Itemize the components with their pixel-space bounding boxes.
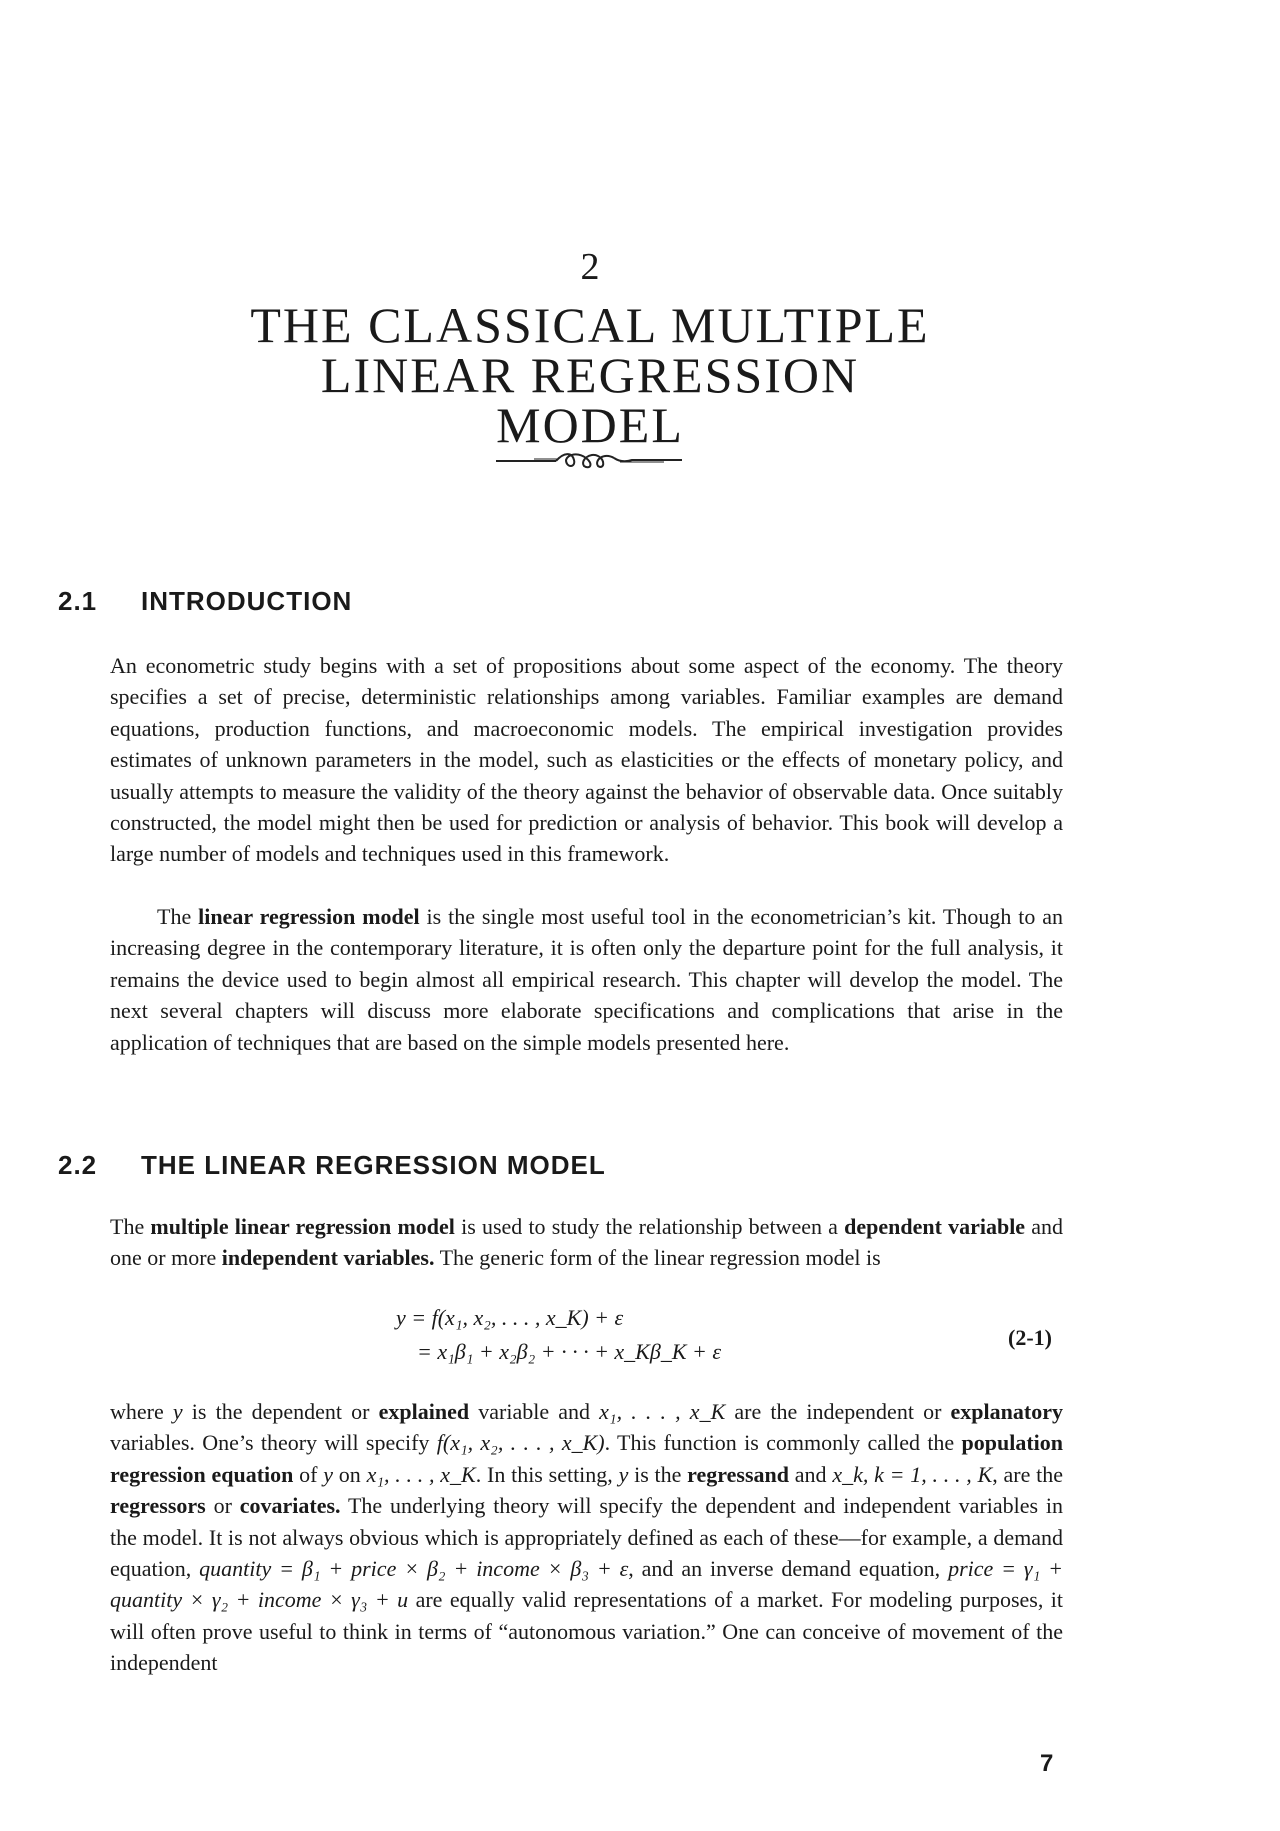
intro-paragraph-1: An econometric study begins with a set of propositions about some aspect of the economy. The theory specifies a set of precise, deterministic relationships among variables. Familiar examples are demand equations, production functions, and macroeconomic models. The empirical investigation provides estimates of unknown parameters in the model, such as elasticities or the effects of monetary policy, and usually attempts to measure the validity of the theory against the behavior of observable data. Once suitably constructed, the model might then be used for prediction or analysis of behavior. This book will develop a large number of models and techniques used in this framework. bbox=[110, 653, 1063, 867]
lrm-paragraph-1: The multiple linear regression model is used to study the relationship between a dependent variable and one or more independent variables. The generic form of the linear regression model is bbox=[110, 1214, 1064, 1271]
ornament-flourish-icon bbox=[494, 448, 684, 472]
section-title: THE LINEAR REGRESSION MODEL bbox=[141, 1150, 606, 1180]
page-number: 7 bbox=[1040, 1750, 1054, 1777]
equation-line-2: = x₁β₁ + x₂β₂ + · · · + x_Kβ_K + ε bbox=[417, 1339, 722, 1364]
chapter-title-line-2: LINEAR REGRESSION bbox=[320, 347, 860, 403]
equation-number: (2-1) bbox=[1008, 1325, 1052, 1350]
chapter-title-line-1: THE CLASSICAL MULTIPLE bbox=[250, 297, 930, 353]
chapter-title-line-3: MODEL bbox=[496, 397, 684, 453]
section-title: INTRODUCTION bbox=[141, 586, 353, 616]
intro-paragraph-2: The linear regression model is the single most useful tool in the econometrician’s kit. Though to an increasing degree in the contemporary literature, it is often only the departure point for the full analysis, it remains the device used to begin almost all empirical research. This chapter will develop the model. The next several chapters will discuss more elaborate specifications and complications that arise in the application of techniques that are based on the simple models presented here. bbox=[110, 904, 1063, 1055]
lrm-paragraph-2: where y is the dependent or explained variable and x₁, . . . , x_K are the independent or explanatory variables. One’s theory will specify f(x₁, x₂, . . . , x_K). This function is commonly called the population regression equation of y on x₁, . . . , x_K. In this setting, y is the regressand and x_k, k = 1, . . . , K, are the regressors or covariates. The underlying theory will specify the dependent and independent variables in the model. It is not always obvious which is appropriately defined as each of these—for example, a demand equation, quantity = β₁ + price × β₂ + income × β₃ + ε, and an inverse demand equation, price = γ₁ + quantity × γ₂ + income × γ₃ + u are equally valid representations of a market. For modeling purposes, it will often prove useful to think in terms of “autonomous variation.” One can conceive of movement of the independent bbox=[110, 1399, 1064, 1676]
chapter-number: 2 bbox=[580, 246, 600, 288]
section-number: 2.2 bbox=[58, 1150, 98, 1180]
section-heading-intro bbox=[58, 586, 352, 617]
equation-line-1: y = f(x₁, x₂, . . . , x_K) + ε bbox=[396, 1305, 624, 1330]
chapter-title bbox=[0, 297, 1180, 453]
section-number: 2.1 bbox=[58, 586, 98, 616]
section-heading-lrm bbox=[58, 1150, 606, 1181]
term-linear-regression-model: linear regression model bbox=[198, 904, 420, 929]
